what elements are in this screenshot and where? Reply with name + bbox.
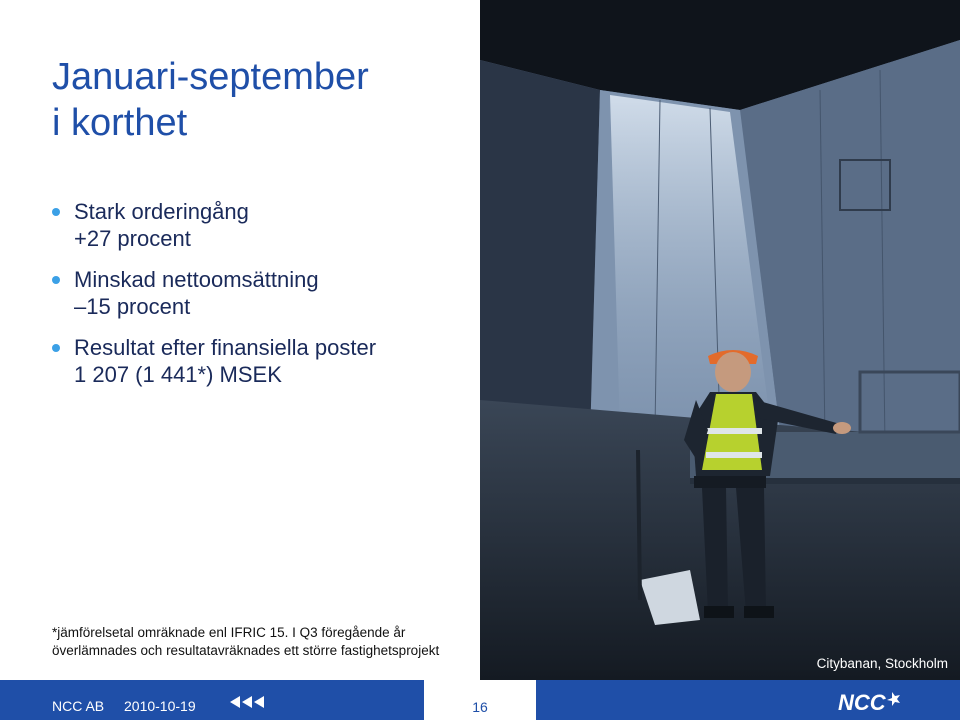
previous-slide-icon[interactable] [230,696,240,708]
logo-text: NCC [838,690,886,715]
slide-title-line-2: i korthet [52,102,188,144]
bullet-subtext: –15 procent [74,294,191,319]
slide-navigation [230,696,264,708]
bullet-list [52,198,472,402]
footnote [52,624,482,660]
footnote-line-1: *jämförelsetal omräknade enl IFRIC 15. I Q3 föregående år [52,625,406,640]
slide-title-line-1: Januari-september [52,56,369,98]
footer-date: 2010-10-19 [124,698,196,714]
bullet-item-result [52,334,472,388]
bullet-subtext: 1 207 (1 441*) MSEK [74,362,282,387]
previous-slide-icon[interactable] [254,696,264,708]
bullet-text: Stark orderingång [74,199,249,224]
previous-slide-icon[interactable] [242,696,252,708]
bullet-item-orders [52,198,472,252]
bullet-dot-icon [52,276,60,284]
bullet-text: Resultat efter finansiella poster [74,335,377,360]
construction-photo [480,0,960,680]
bullet-subtext: +27 procent [74,226,191,251]
footnote-line-2: överlämnades och resultatavräknades ett större fastighetsprojekt [52,643,440,658]
footer-bar [0,680,960,720]
slide-title [52,54,472,146]
photo-caption: Citybanan, Stockholm [816,656,948,671]
construction-worker-illustration [480,0,960,680]
bullet-dot-icon [52,208,60,216]
ncc-logo [834,686,912,716]
page-number: 16 [424,680,536,720]
footer-company: NCC AB [52,698,105,714]
bullet-dot-icon [52,344,60,352]
bullet-text: Minskad nettoomsättning [74,267,319,292]
bullet-item-revenue [52,266,472,320]
